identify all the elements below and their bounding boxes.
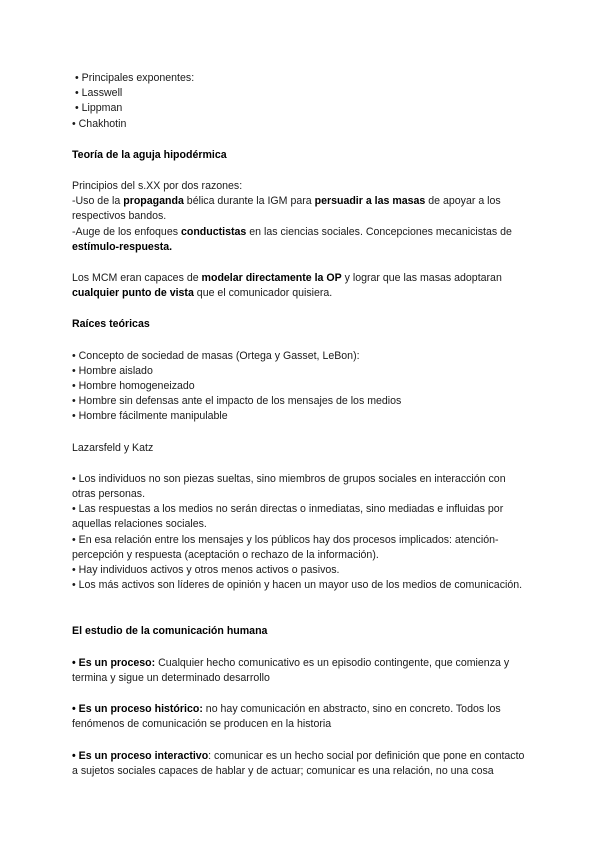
lazarsfeld-item: • Hay individuos activos y otros menos activos o pasivos. (72, 564, 340, 577)
raices-item: • Hombre aislado (72, 364, 153, 377)
exponentes-intro: • Principales exponentes: (75, 72, 195, 84)
raices-item: • Hombre sin defensas ante el impacto de los mensajes de los medios (72, 395, 402, 408)
lazarsfeld-item: • En esa relación entre los mensajes y los públicos hay dos procesos implicados: atención-percepción y respuesta (aceptación o rechazo de la información). (72, 533, 499, 561)
section-title-raices: Raíces teóricas (72, 318, 150, 331)
estudio-item: • Es un proceso: Cualquier hecho comunicativo es un episodio contingente, que comienza y termina y sigue un determinado desarrollo (72, 656, 510, 684)
aguja-intro: Principios del s.XX por dos razones: (72, 180, 243, 193)
aguja-paragraph: Los MCM eran capaces de modelar directamente la OP y lograr que las masas adoptaran cualquier punto de vista que el comunicador quisiera. (72, 272, 502, 300)
document-page (72, 71, 532, 779)
exponente-item: • Lasswell (75, 87, 123, 100)
aguja-reason-1: -Uso de la propaganda bélica durante la IGM para persuadir a las masas de apoyar a los respectivos bandos. (72, 195, 501, 223)
aguja-reason-2: -Auge de los enfoques conductistas en las ciencias sociales. Concepciones mecanicistas de estímulo-respuesta. (72, 225, 512, 253)
section-title-estudio: El estudio de la comunicación humana (72, 625, 268, 638)
raices-item: • Hombre fácilmente manipulable (72, 410, 228, 423)
raices-item: • Concepto de sociedad de masas (Ortega y Gasset, LeBon): (72, 349, 360, 362)
raices-item: • Hombre homogeneizado (72, 380, 195, 393)
estudio-item: • Es un proceso interactivo: comunicar es un hecho social por definición que pone en contacto a sujetos sociales capaces de hablar y de actuar; comunicar es una relación, no una cosa (72, 749, 525, 777)
exponente-item: • Lippman (75, 102, 123, 115)
section-title-aguja: Teoría de la aguja hipodérmica (72, 148, 227, 161)
lazarsfeld-item: • Los más activos son líderes de opinión y hacen un mayor uso de los medios de comunicación. (72, 579, 523, 592)
exponente-item: • Chakhotin (72, 117, 127, 130)
lazarsfeld-item: • Los individuos no son piezas sueltas, sino miembros de grupos sociales en interacción con otras personas. (72, 472, 506, 501)
section-title-lazarsfeld: Lazarsfeld y Katz (72, 441, 154, 454)
estudio-item: • Es un proceso histórico: no hay comunicación en abstracto, sino en concreto. Todos los fenómenos de comunicación se producen en la historia (72, 703, 501, 731)
lazarsfeld-item: • Las respuestas a los medios no serán directas o inmediatas, sino mediadas e influidas por aquellas relaciones sociales. (72, 503, 504, 531)
